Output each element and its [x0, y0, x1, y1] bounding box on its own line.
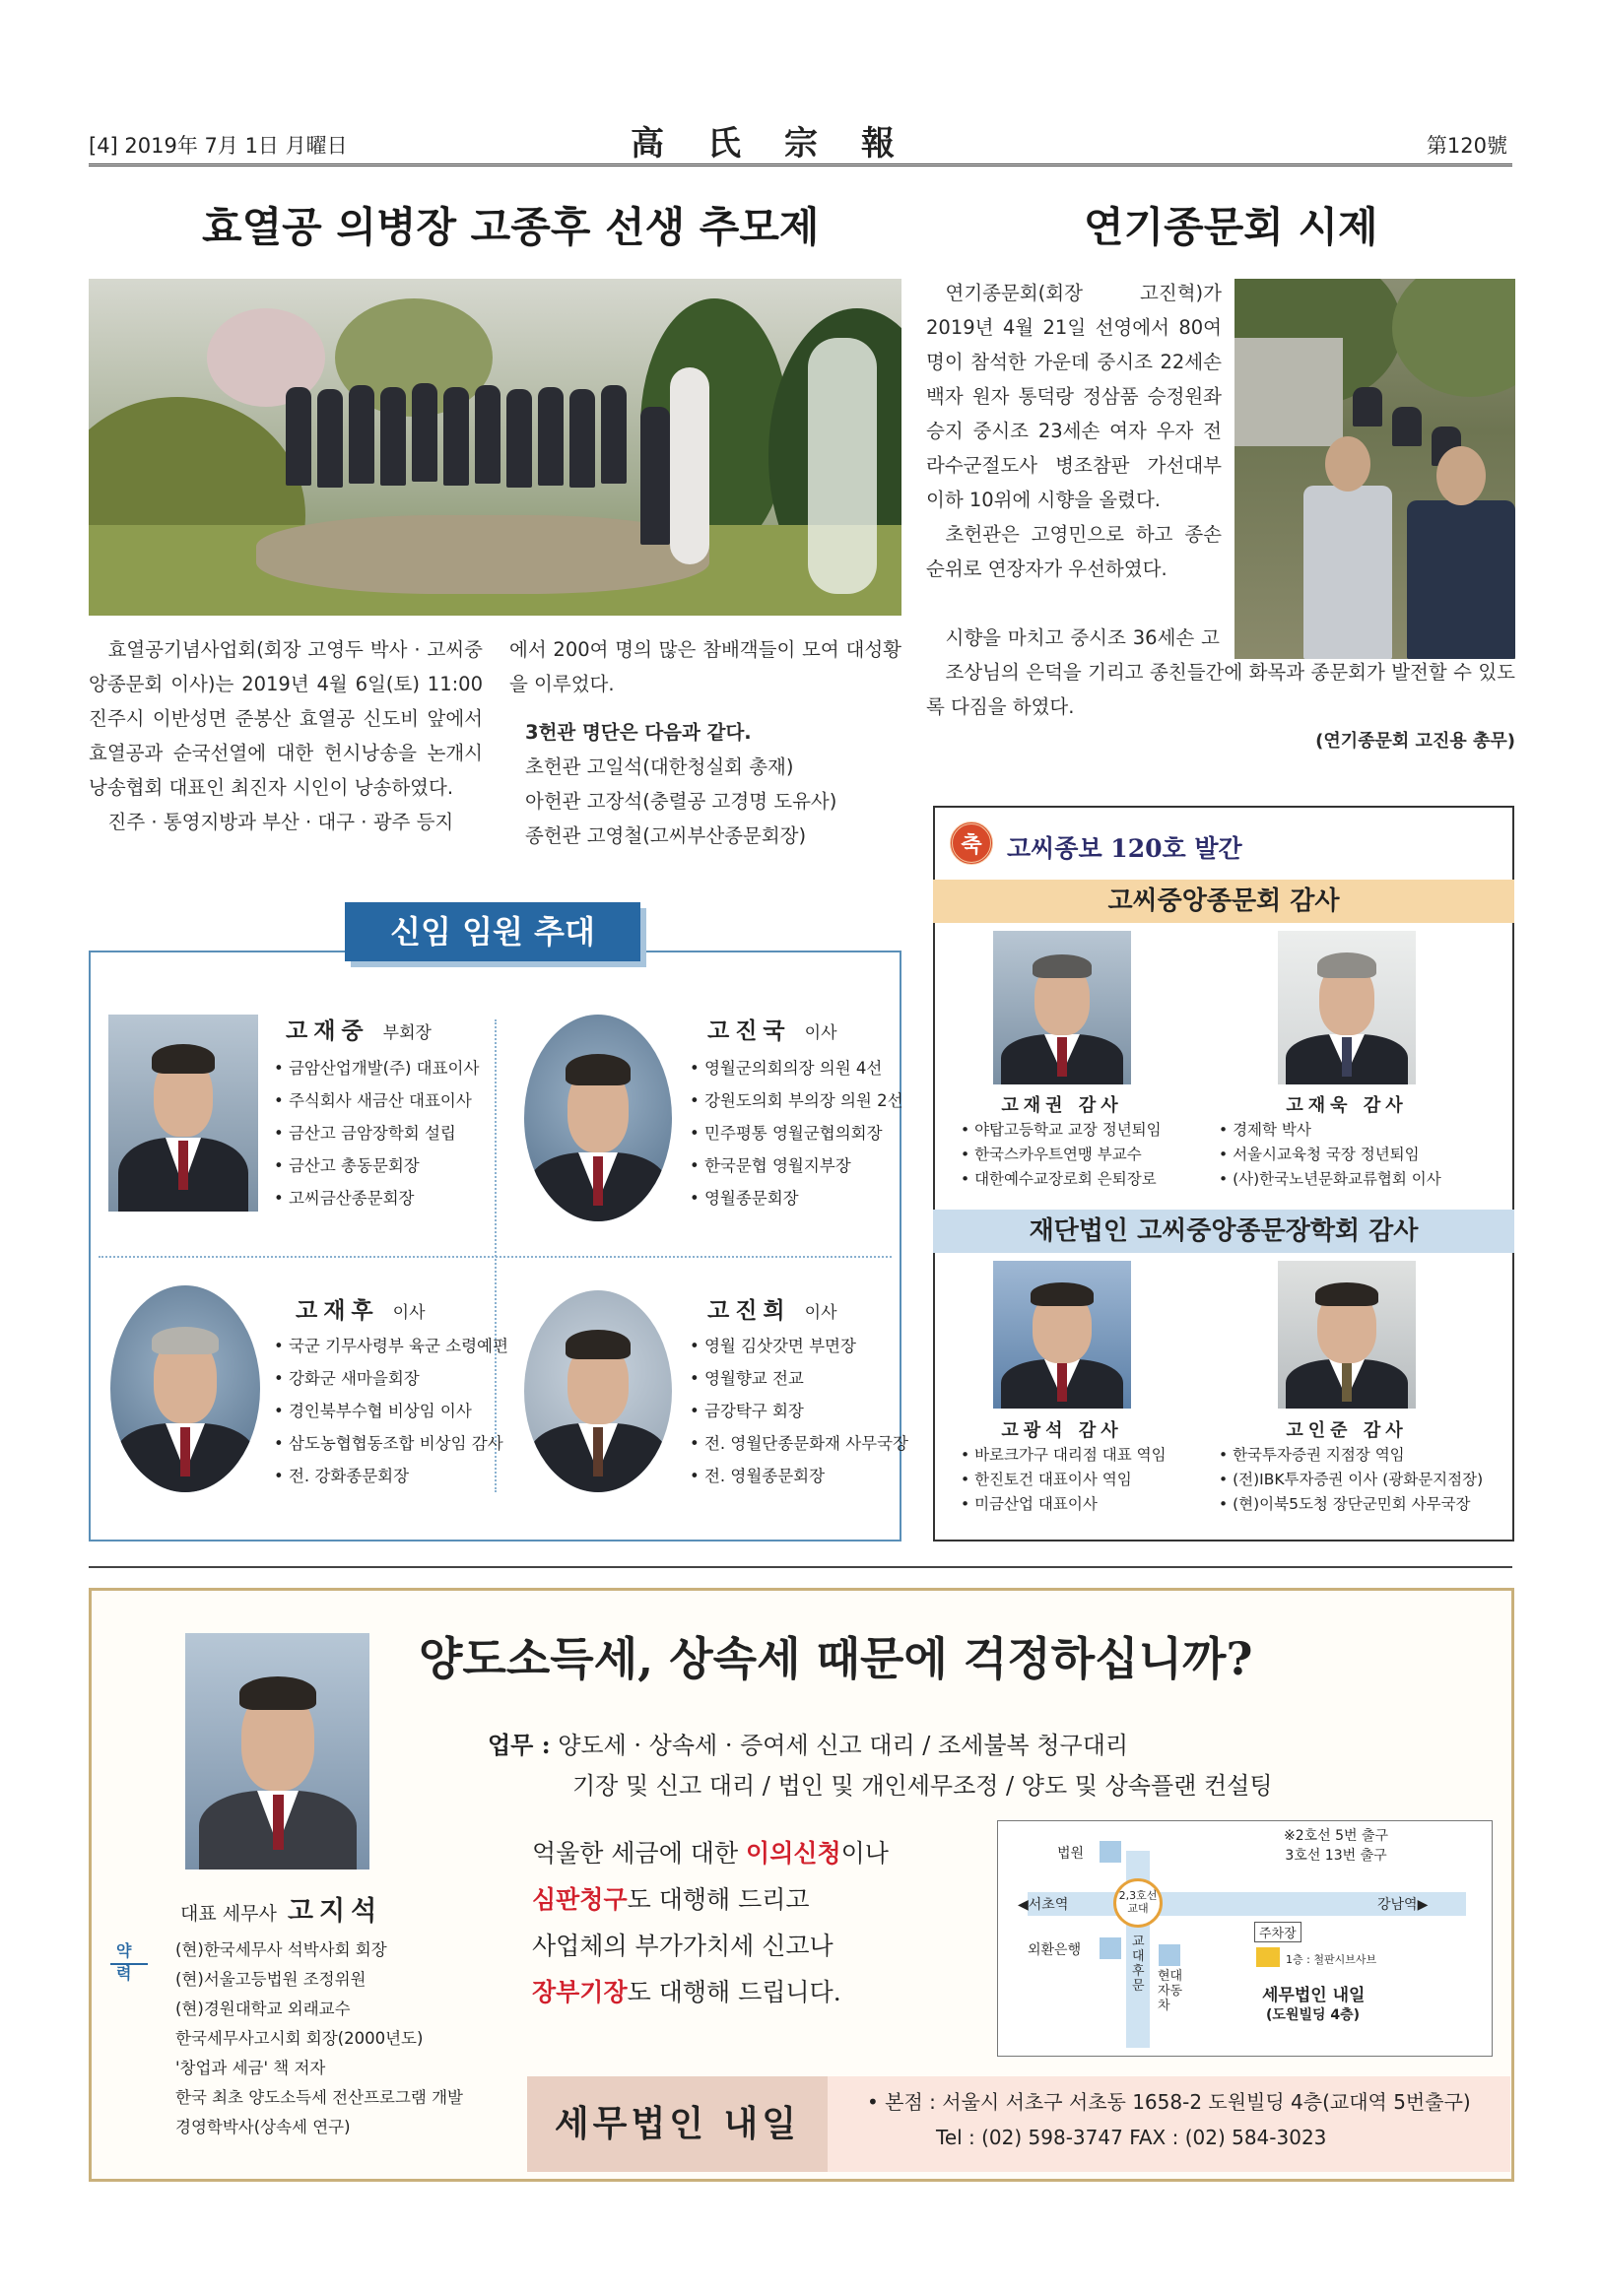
bio-label: 약력: [116, 1941, 134, 1983]
map-label-court: 법원: [1057, 1846, 1085, 1862]
map-exit-note: ※2호선 5번 출구 3호선 13번 출구: [1284, 1828, 1389, 1864]
auditor-name: 고재권 감사: [1001, 1095, 1123, 1116]
bio-item: 경영학박사(상속세 연구): [175, 2118, 351, 2136]
career-item: • 야탑고등학교 교장 정년퇴임: [961, 1118, 1162, 1143]
officer-portrait: [524, 1015, 672, 1221]
officer-career-list: [274, 1330, 508, 1492]
career-item: • 영월군의회의장 의원 4선: [690, 1052, 903, 1084]
career-item: • 경제학 박사: [1219, 1118, 1441, 1143]
career-item: • 한진토건 대표이사 역임: [961, 1468, 1167, 1492]
court-building-icon: [1100, 1841, 1121, 1863]
subway-station-icon: 2,3호선 교대: [1113, 1878, 1163, 1928]
auditors-banner: 고씨종보 120호 발간: [1007, 834, 1242, 863]
memorial-ceremony-photo: [89, 279, 901, 616]
map-label-gangnam: 강남역▶: [1377, 1897, 1429, 1913]
article2-column: [926, 276, 1222, 586]
ad-services: 업무 : 양도세 · 상속세 · 증여세 신고 대리 / 조세불복 청구대리 기장 및 신고 대리 / 법인 및 개인세무조정 / 양도 및 상속플랜 컨설팅: [488, 1731, 1273, 1800]
article1-paragraph: 진주 · 통영지방과 부산 · 대구 · 광주 등지: [107, 811, 454, 833]
career-item: • 강원도의회 부의장 의원 2선: [690, 1084, 903, 1117]
officer-portrait: [108, 1015, 258, 1212]
career-item: • 삼도농협협동조합 비상임 감사: [274, 1427, 508, 1460]
career-item: • 바로크가구 대리점 대표 역임: [961, 1443, 1167, 1468]
auditors-section1-title: 고씨중앙종문회 감사: [933, 880, 1514, 923]
representative-name: 대표 세무사 고지석: [180, 1896, 383, 1927]
career-item: • 미금산업 대표이사: [961, 1492, 1167, 1517]
auditor-career-list: [1219, 1118, 1441, 1192]
auditor-name: 고인준 감사: [1286, 1420, 1408, 1441]
map-label-parking: 주차장: [1254, 1922, 1301, 1942]
career-item: • 전. 영월종문회장: [690, 1460, 908, 1492]
auditor-portrait: [993, 1261, 1131, 1409]
map-label-bank: 외환은행: [1028, 1942, 1082, 1958]
bio-item: '창업과 세금' 책 저자: [175, 2059, 326, 2077]
career-item: • 한국스카우트연맹 부교수: [961, 1143, 1162, 1167]
heon-gwan-item: 초헌관 고일석(대한청실회 총재): [525, 755, 794, 778]
bio-item: (현)경원대학교 외래교수: [175, 2000, 351, 2018]
officer-career-list: [690, 1330, 908, 1492]
article1-column1: [89, 632, 483, 839]
map-label-seocho: ◀서초역: [1018, 1897, 1069, 1913]
article2-byline: (연기종문회 고진용 총무): [1315, 731, 1515, 752]
newspaper-title: 高氏宗報: [631, 124, 938, 164]
ad-divider: [89, 1566, 1512, 1568]
map-label-office: 세무법인 내일: [1262, 1986, 1366, 2005]
bank-building-icon: [1100, 1937, 1121, 1959]
officer-name: 고재중 부회장: [286, 1018, 432, 1044]
auditor-name: 고광석 감사: [1001, 1420, 1123, 1441]
career-item: • 영월향교 전교: [690, 1362, 908, 1395]
auditor-career-list: [1219, 1443, 1483, 1517]
article1-paragraph: 효열공기념사업회(회장 고영두 박사 · 고씨중앙종문회 이사)는 2019년 4월 6일(토) 11:00 진주시 이반성면 준봉산 효열공 신도비 앞에서 효열공과 순국선열에 대한 헌시낭송을 논개시 낭송협회 대표인 최진자 시인이 낭송하였다.: [89, 638, 483, 799]
firm-contact: [828, 2076, 1510, 2172]
career-item: • 한국투자증권 지점장 역임: [1219, 1443, 1483, 1468]
auditor-name: 고재욱 감사: [1286, 1095, 1408, 1116]
career-item: • 민주평통 영월군협의회장: [690, 1117, 903, 1149]
article1-column2: [509, 632, 901, 853]
ancestral-rite-photo: [1234, 279, 1515, 659]
bio-label-underline: [110, 1963, 148, 1965]
article2-paragraph: 조상님의 은덕을 기리고 종친들간에 화목과 종문회가 발전할 수 있도록 다짐을 하였다.: [926, 661, 1515, 718]
career-item: • (현)이북5도청 장단군민회 사무국장: [1219, 1492, 1483, 1517]
career-item: • 금암산업개발(주) 대표이사: [274, 1052, 479, 1084]
officer-portrait: [110, 1285, 260, 1492]
article2-column-wide: [926, 655, 1515, 758]
congrats-badge-icon: 축: [950, 821, 993, 865]
office-building-icon: [1256, 1947, 1280, 1967]
career-item: • 금산고 총동문회장: [274, 1149, 479, 1182]
article1-headline: 효열공 의병장 고종후 선생 추모제: [202, 203, 820, 251]
career-item: • 한국문협 영월지부장: [690, 1149, 903, 1182]
heon-gwan-item: 아헌관 고장석(충렬공 고경명 도유사): [525, 790, 837, 813]
officer-name: 고재후 이사: [296, 1298, 426, 1324]
header-rule: [89, 164, 1512, 166]
career-item: • 강화군 새마을회장: [274, 1362, 508, 1395]
bio-item: 한국세무사고시회 회장(2000년도): [175, 2029, 424, 2048]
article1-paragraph: 에서 200여 명의 많은 참배객들이 모여 대성황을 이루었다.: [509, 638, 901, 695]
career-item: • 서울시교육청 국장 정년퇴임: [1219, 1143, 1441, 1167]
ad-message: 억울한 세금에 대한 이의신청이나 심판청구도 대행해 드리고 사업체의 부가가치세 신고나 장부기장도 대행해 드립니다.: [532, 1839, 889, 2006]
tax-accountant-portrait: [185, 1633, 369, 1870]
ad-headline: 양도소득세, 상속세 때문에 걱정하십니까?: [419, 1632, 1253, 1685]
bio-item: 한국 최초 양도소득세 전산프로그램 개발: [175, 2088, 463, 2107]
career-item: • 전. 영월단종문화재 사무국장: [690, 1427, 908, 1460]
firm-name: 세무법인 내일: [527, 2076, 828, 2172]
heon-gwan-list-title: 3헌관 명단은 다음과 같다.: [525, 721, 752, 744]
heon-gwan-item: 종헌관 고영철(고씨부산종문회장): [525, 824, 807, 847]
career-item: • 대한예수교장로회 은퇴장로: [961, 1167, 1162, 1192]
auditor-career-list: [961, 1118, 1162, 1192]
career-item: • 전. 강화종문회장: [274, 1460, 508, 1492]
officer-portrait: [524, 1290, 672, 1492]
career-item: • 국군 기무사령부 육군 소령예편: [274, 1330, 508, 1362]
firm-address: • 본점 : 서울시 서초구 서초동 1658-2 도원빌딩 4층(교대역 5번출구): [867, 2090, 1471, 2114]
article2-paragraph: 초헌관은 고영민으로 하고 종손 순위로 연장자가 우선하였다.: [926, 523, 1222, 580]
officer-career-list: [690, 1052, 903, 1214]
officer-name: 고진희 이사: [707, 1298, 837, 1324]
auditor-portrait: [1278, 931, 1416, 1084]
bio-item: (현)한국세무사 석박사회 회장: [175, 1940, 387, 1959]
map-label-hyundai: 현대 자동차: [1158, 1969, 1183, 2013]
new-officers-title: 신임 임원 추대: [345, 902, 640, 961]
article2-paragraph: 연기종문회(회장 고진혁)가 2019년 4월 21일 선영에서 80여 명이 참석한 가운데 중시조 22세손 백자 원자 통덕랑 정삼품 승정원좌승지 중시조 23세손 여자 우자 전라수군절도사 병조참판 가선대부 이하 10위에 시향을 올렸다.: [926, 282, 1222, 511]
article2-paragraph-start: 시향을 마치고 중시조 36세손 고: [945, 626, 1220, 649]
firm-phone: Tel : (02) 598-3747 FAX : (02) 584-3023: [936, 2126, 1327, 2149]
representative-bio: [175, 1935, 463, 2142]
bio-item: (현)서울고등법원 조정위원: [175, 1970, 367, 1989]
article2-headline: 연기종문회 시제: [1084, 203, 1378, 251]
auditor-portrait: [1278, 1261, 1416, 1409]
issue-number: 第120號: [1426, 134, 1507, 158]
career-item: • (사)한국노년문화교류협회 이사: [1219, 1167, 1441, 1192]
hyundai-building-icon: [1159, 1944, 1180, 1966]
map-label-first-floor: 1층 : 철판시브사브: [1286, 1953, 1377, 1966]
auditor-career-list: [961, 1443, 1167, 1517]
career-item: • (전)IBK투자증권 이사 (광화문지점장): [1219, 1468, 1483, 1492]
career-item: • 고씨금산종문회장: [274, 1182, 479, 1214]
auditors-section2-title: 재단법인 고씨중앙종문장학회 감사: [933, 1210, 1514, 1253]
officer-career-list: [274, 1052, 479, 1214]
career-item: • 영월 김삿갓면 부면장: [690, 1330, 908, 1362]
issue-date: [4] 2019年 7月 1日 月曜日: [89, 134, 348, 158]
career-item: • 주식회사 새금산 대표이사: [274, 1084, 479, 1117]
career-item: • 영월종문회장: [690, 1182, 903, 1214]
auditor-portrait: [993, 931, 1131, 1084]
officer-divider-horizontal: [99, 1256, 892, 1258]
career-item: • 경인북부수협 비상임 이사: [274, 1395, 508, 1427]
career-item: • 금강탁구 회장: [690, 1395, 908, 1427]
location-map: [997, 1820, 1493, 2057]
map-label-building: (도원빌딩 4층): [1266, 2007, 1361, 2023]
officer-name: 고진국 이사: [707, 1018, 837, 1044]
map-label-road: 교대후문: [1132, 1935, 1145, 1994]
career-item: • 금산고 금암장학회 설립: [274, 1117, 479, 1149]
